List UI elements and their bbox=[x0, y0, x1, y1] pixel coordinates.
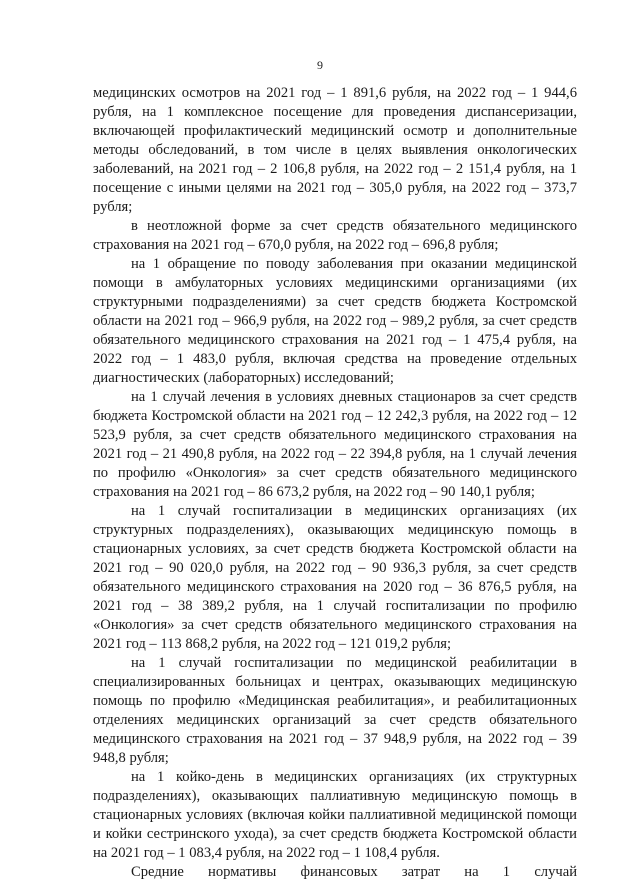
paragraph-outpatient-visit: на 1 обращение по поводу заболевания при оказании медицинской помощи в амбулаторных условиях медицинскими организациями (их структурными подразделениями) за счет средств бюджета Костромской области на 2021 год – 966,9 рубля, на 2022 год – 989,2 рубля, за счет средств обязательного медицинского страхования на 2021 год – 1 475,4 рубля, на 2022 год – 1 483,0 рубля, включая средства на проведение отдельных диагностических (лабораторных) исследований; bbox=[93, 256, 577, 386]
paragraph-checkup-costs: медицинских осмотров на 2021 год – 1 891,6 рубля, на 2022 год – 1 944,6 рубля, на 1 комплексное посещение для проведения диспансеризации, включающей профилактический медицинский осмотр и дополнительные методы обследований, в том числе в целях выявления онкологических заболеваний, на 2021 год – 2 106,8 рубля, на 2022 год – 2 151,4 рубля, на 1 посещение с иными целями на 2021 год – 305,0 рубля, на 2022 год – 373,7 рубля; bbox=[93, 85, 577, 215]
document-body bbox=[93, 84, 577, 882]
paragraph-average-standards: Средние нормативы финансовых затрат на 1 случай bbox=[131, 864, 577, 880]
paragraph-palliative-care: на 1 койко-день в медицинских организациях (их структурных подразделениях), оказывающих паллиативную медицинскую помощь в стационарных условиях (включая койки паллиативной медицинской помощи и койки сестринского ухода), за счет средств бюджета Костромской области на 2021 год – 1 083,4 рубля, на 2022 год – 1 108,4 рубля. bbox=[93, 769, 577, 861]
paragraph-hospitalization: на 1 случай госпитализации в медицинских организациях (их структурных подразделениях), оказывающих медицинскую помощь в стационарных условиях, за счет средств бюджета Костромской области на 2021 год – 90 020,0 рубля, на 2022 год – 90 936,3 рубля, за счет средств обязательного медицинского страхования на 2020 год – 36 876,5 рубля, на 2021 год – 38 389,2 рубля, на 1 случай госпитализации по профилю «Онкология» за счет средств обязательного медицинского страхования на 2021 год – 113 868,2 рубля, на 2022 год – 121 019,2 рубля; bbox=[93, 503, 577, 652]
paragraph-rehabilitation: на 1 случай госпитализации по медицинской реабилитации в специализированных больницах и центрах, оказывающих медицинскую помощь по профилю «Медицинская реабилитация», и реабилитационных отделениях медицинских организаций за счет средств обязательного медицинского страхования на 2021 год – 37 948,9 рубля, на 2022 год – 39 948,8 рубля; bbox=[93, 655, 577, 766]
paragraph-day-hospital: на 1 случай лечения в условиях дневных стационаров за счет средств бюджета Костромской области на 2021 год – 12 242,3 рубля, на 2022 год – 12 523,9 рубля, за счет средств обязательного медицинского страхования на 2021 год – 21 490,8 рубля, на 2022 год – 22 394,8 рубля, на 1 случай лечения по профилю «Онкология» за счет средств обязательного медицинского страхования на 2021 год – 86 673,2 рубля, на 2022 год – 90 140,1 рубля; bbox=[93, 389, 577, 500]
paragraph-emergency-care: в неотложной форме за счет средств обязательного медицинского страхования на 2021 год – 670,0 рубля, на 2022 год – 696,8 рубля; bbox=[93, 218, 577, 253]
page-number: 9 bbox=[317, 58, 323, 72]
